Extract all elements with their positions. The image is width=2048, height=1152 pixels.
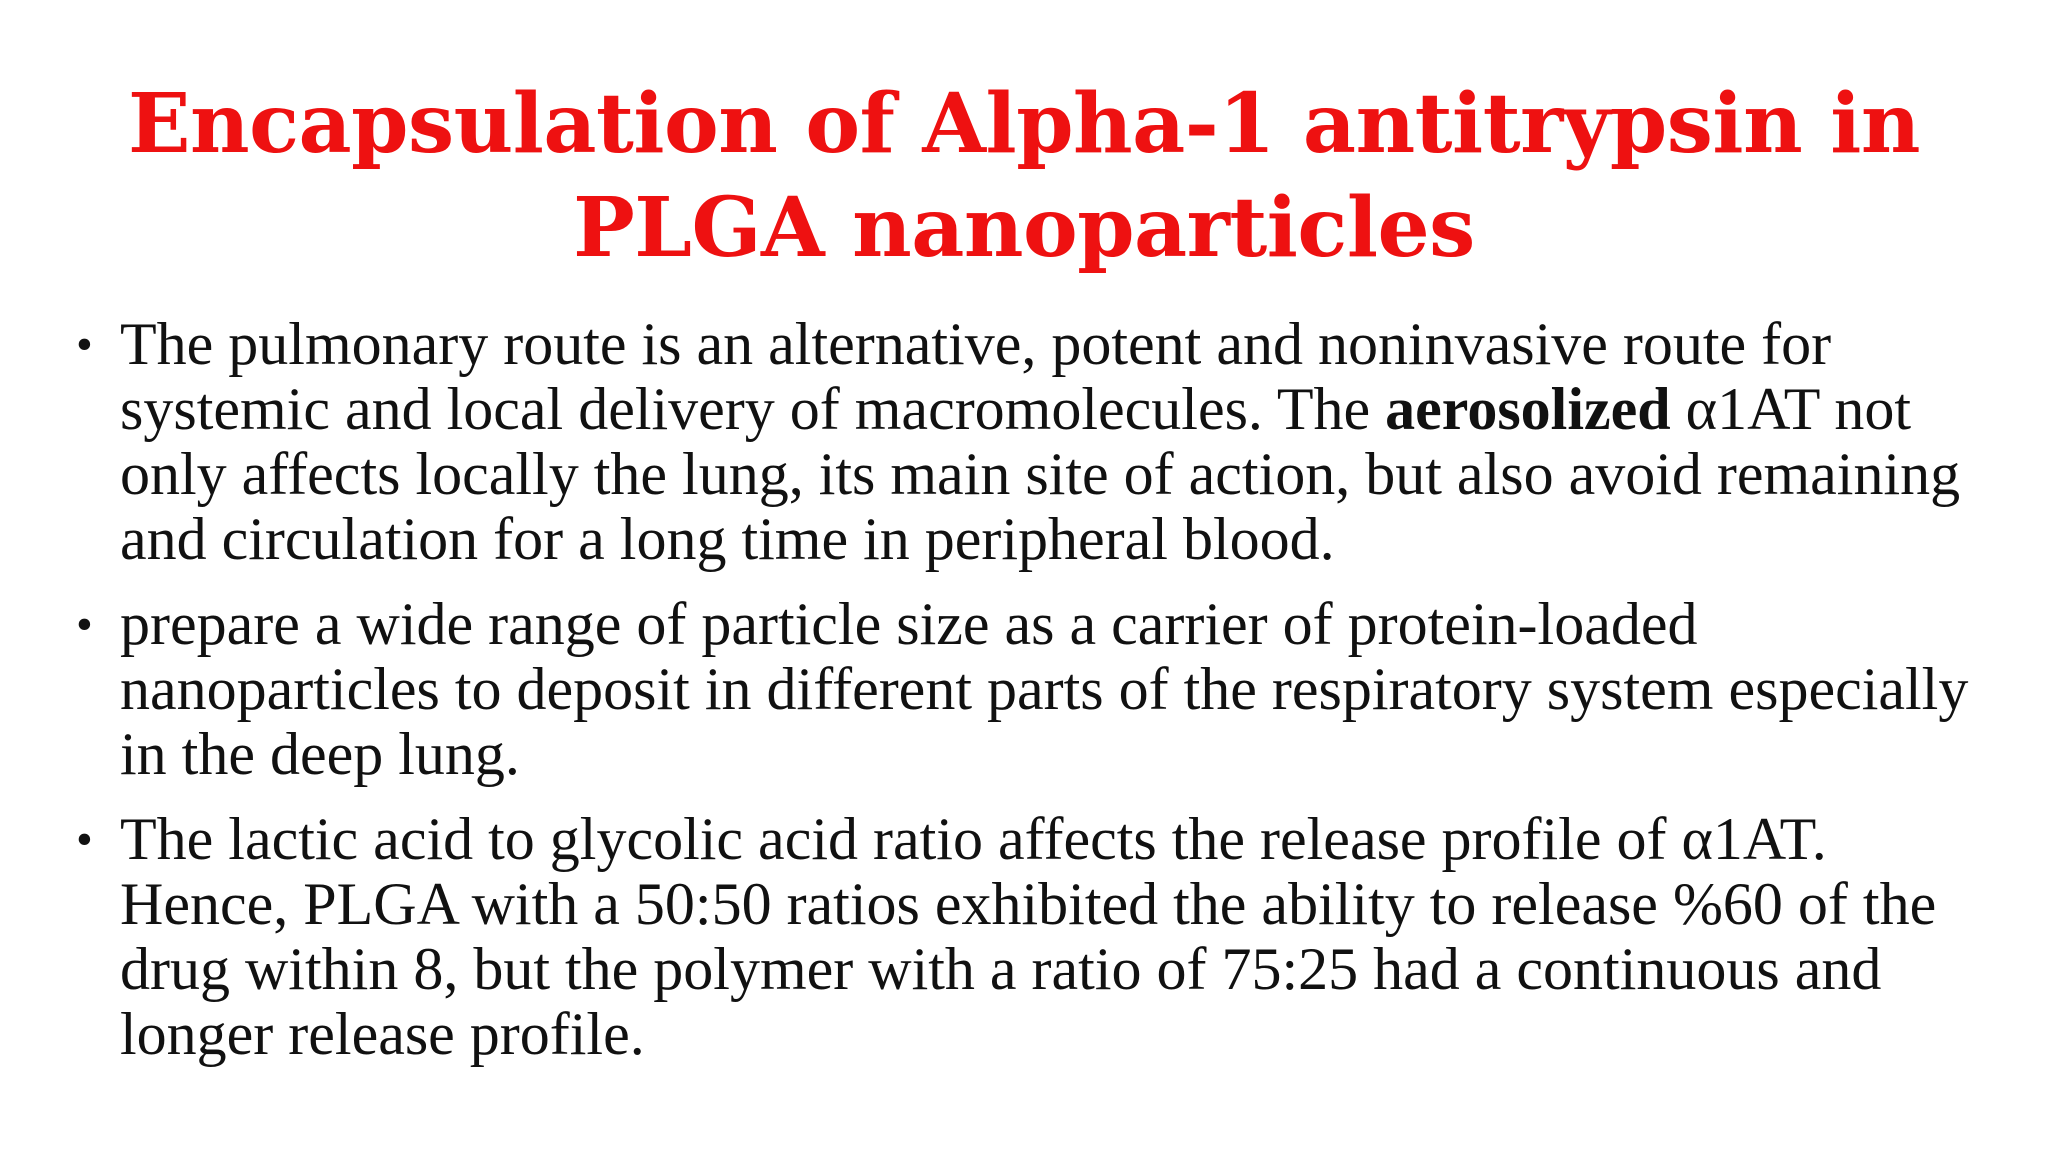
bullet-item-particle-size (72, 592, 1992, 787)
bullet-list (72, 312, 1992, 1087)
bullet-bold-term: aerosolized (1385, 376, 1671, 442)
bullet-item-pulmonary-route (72, 312, 1992, 572)
slide-title: Encapsulation of Alpha-1 antitrypsin in PLGA nanoparticles (127, 76, 1921, 276)
bullet-icon: • (76, 813, 93, 866)
bullet-icon: • (76, 318, 93, 371)
bullet-item-release-profile (72, 807, 1992, 1067)
bullet-icon: • (76, 598, 93, 651)
bullet-text-part: The pulmonary route is an alternative, potent and noninvasive route for systemic and local delivery of macromolecules. The (120, 311, 1832, 442)
bullet-text: The lactic acid to glycolic acid ratio affects the release profile of α1AT. Hence, PLGA with a 50:50 ratios exhibited the ability to release %60 of the drug within 8, but the polymer with a ratio of 75:25 had a continuous and longer release profile. (120, 806, 1937, 1067)
bullet-text-part: α1AT not only affects locally the lung, its main site of action, but also avoid remaining and circulation for a long time in peripheral blood. (120, 376, 1961, 572)
bullet-text: prepare a wide range of particle size as a carrier of protein-loaded nanoparticles to deposit in different parts of the respiratory system especially in the deep lung. (120, 591, 1969, 787)
